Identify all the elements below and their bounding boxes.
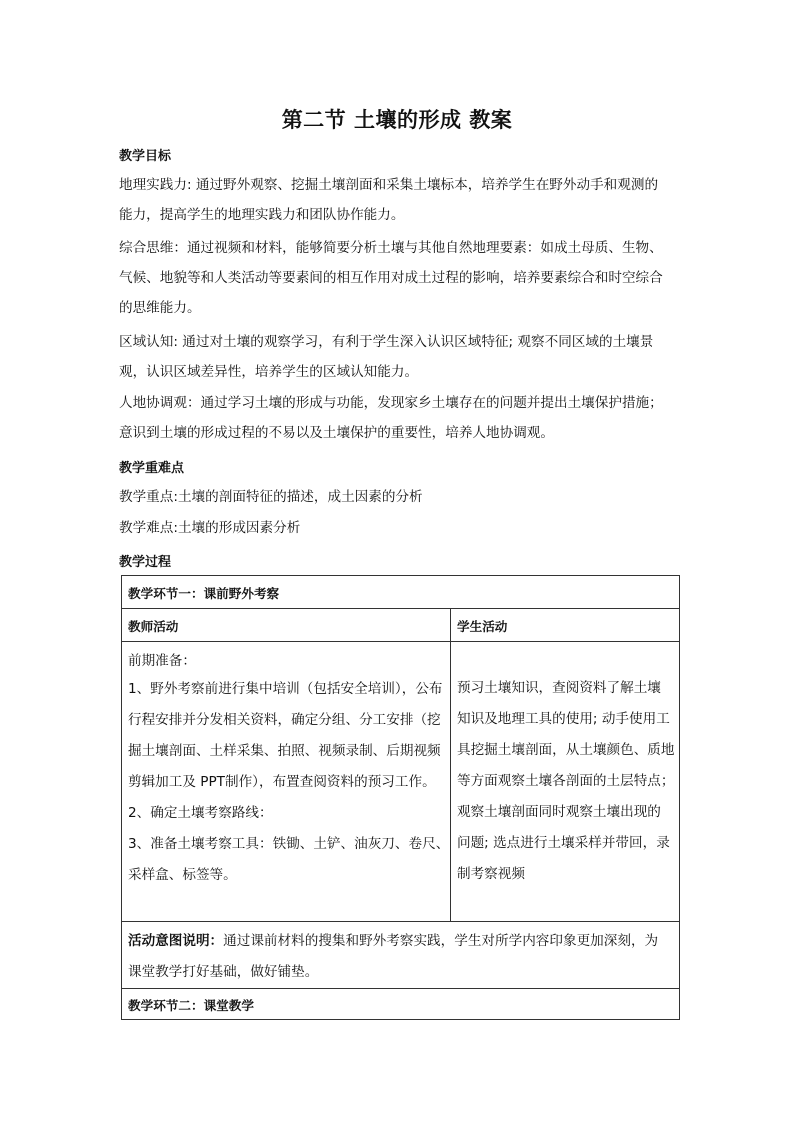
text-line: 的思维能力。	[119, 300, 201, 316]
text-line: 3、准备土壤考察工具：铁锄、土铲、油灰刀、卷尺、	[128, 836, 450, 852]
stage2-title: 教学环节二：课堂教学	[122, 989, 680, 1020]
process-heading: 教学过程	[119, 555, 172, 570]
difficult-point	[119, 513, 689, 543]
text-line: 观，认识区域差异性，培养学生的区域认知能力。	[119, 364, 419, 380]
key-heading: 教学重难点	[119, 461, 185, 476]
process-table	[121, 575, 680, 1020]
text-line: 地理实践力: 通过野外观察、挖掘土壤剖面和采集土壤标本，培养学生在野外动手和观测的	[119, 177, 659, 193]
goals-heading: 教学目标	[119, 149, 172, 164]
text-line: 掘土壤剖面、土样采集、拍照、视频录制、后期视频	[128, 743, 441, 759]
goal-human-land	[119, 388, 689, 448]
text-line: 预习土壤知识，查阅资料了解土壤	[457, 680, 661, 696]
text-line: 问题; 选点进行土壤采样并带回，录	[457, 835, 670, 851]
activity-intent-cell	[122, 922, 680, 989]
text-line: 剪辑加工及 PPT制作），布置查阅资料的预习工作。	[128, 774, 436, 790]
text-line: 综合思维：通过视频和材料，能够简要分析土壤与其他自然地理要素：如成土母质、生物、	[119, 240, 663, 256]
text-line: 气候、地貌等和人类活动等要素间的相互作用对成土过程的影响，培养要素综合和时空综合	[119, 270, 663, 286]
text-line: 1、野外考察前进行集中培训（包括安全培训），公布	[128, 681, 443, 697]
text-line: 教学难点:土壤的形成因素分析	[119, 520, 301, 536]
document-title: 第二节 土壤的形成 教案	[281, 108, 513, 132]
table-row	[122, 989, 680, 1020]
student-activity-header: 学生活动	[451, 609, 680, 642]
text-line: 意识到土壤的形成过程的不易以及土壤保护的重要性，培养人地协调观。	[119, 425, 554, 441]
text-line: 前期准备：	[128, 653, 196, 669]
text-line: 具挖掘土壤剖面，从土壤颜色、质地	[457, 742, 675, 758]
text-line: 采样盒、标签等。	[128, 867, 237, 883]
table-row	[122, 609, 680, 642]
text-line: 人地协调观：通过学习土壤的形成与功能，发现家乡土壤存在的问题并提出土壤保护措施；	[119, 395, 663, 411]
goal-thinking	[119, 233, 689, 323]
student-activity-cell	[451, 642, 680, 922]
text-line	[128, 926, 673, 957]
teacher-activity-cell	[122, 642, 451, 922]
text-line: 2、确定土壤考察路线：	[128, 805, 273, 821]
text-line: 区域认知: 通过对土壤的观察学习，有利于学生深入认识区域特征; 观察不同区域的土壤景	[119, 334, 654, 350]
text-line: 制考察视频	[457, 866, 525, 882]
text-line: 观察土壤剖面同时观察土壤出现的	[457, 804, 661, 820]
goal-practice	[119, 170, 689, 230]
text-line: 能力，提高学生的地理实践力和团队协作能力。	[119, 207, 405, 223]
key-point	[119, 482, 689, 512]
text-line: 行程安排并分发相关资料，确定分组、分工安排（挖	[128, 712, 441, 728]
teacher-activity-header: 教师活动	[122, 609, 451, 642]
table-row	[122, 922, 680, 989]
text-line: 教学重点:土壤的剖面特征的描述，成土因素的分析	[119, 489, 423, 505]
intent-label: 活动意图说明：	[128, 933, 224, 949]
intent-text: 通过课前材料的搜集和野外考察实践，学生对所学内容印象更加深刻，为	[223, 933, 659, 949]
table-row	[122, 576, 680, 609]
table-row	[122, 642, 680, 922]
goal-region	[119, 327, 689, 387]
text-line: 等方面观察土壤各剖面的土层特点；	[457, 773, 675, 789]
text-line: 课堂教学打好基础，做好铺垫。	[128, 964, 319, 980]
stage1-title: 教学环节一：课前野外考察	[122, 576, 680, 609]
text-line: 知识及地理工具的使用; 动手使用工	[457, 711, 670, 727]
